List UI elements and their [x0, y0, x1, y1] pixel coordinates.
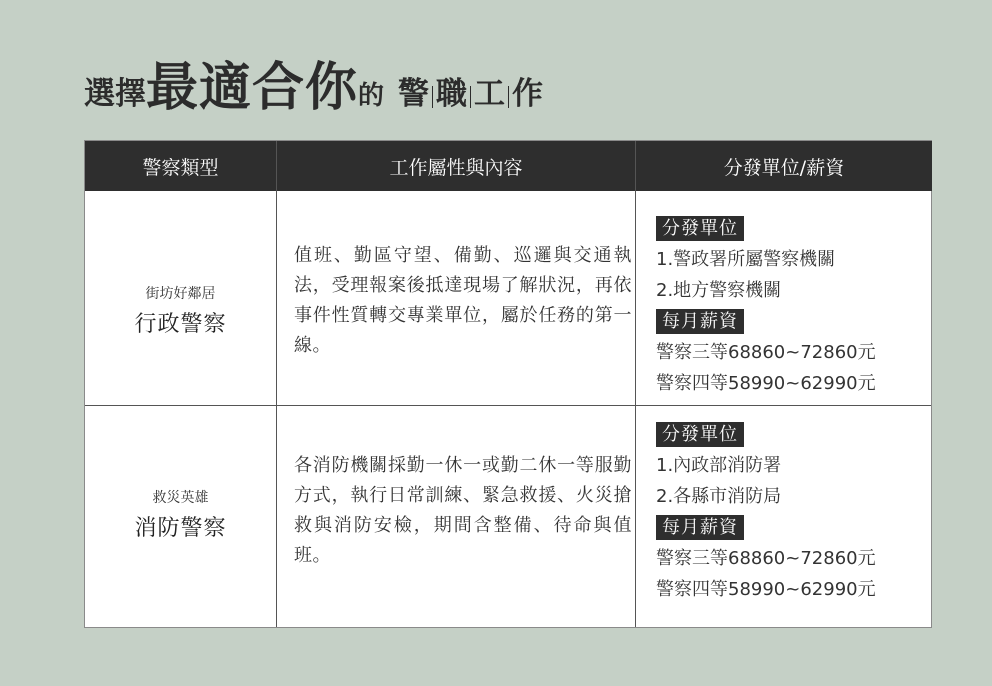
header-police-type: 警察類型 [85, 141, 276, 191]
title-char-1: 警 [398, 76, 430, 112]
title-char-2: 職 [436, 76, 468, 112]
column-divider [276, 141, 277, 627]
title-char-3: 工 [474, 76, 506, 112]
unit-salary-cell [656, 419, 876, 605]
unit-salary-cell [656, 213, 876, 399]
unit-item: 2.各縣市消防局 [656, 486, 782, 507]
title-char-4: 作 [512, 76, 544, 112]
salary-item: 警察三等68860~72860元 [656, 548, 876, 569]
page-title [84, 58, 544, 118]
police-job-table [84, 140, 932, 628]
title-divider [508, 86, 509, 108]
salary-badge: 每月薪資 [656, 515, 744, 540]
units-badge: 分發單位 [656, 422, 744, 447]
job-description: 各消防機關採勤一休一或勤二休一等服勤方式，執行日常訓練、緊急救援、火災搶救與消防安檢，期間含整備、待命與值班。 [294, 455, 632, 566]
salary-item: 警察三等68860~72860元 [656, 342, 876, 363]
type-nickname: 救災英雄 [152, 490, 209, 506]
type-name: 消防警察 [134, 516, 227, 541]
units-badge: 分發單位 [656, 216, 744, 241]
job-description: 值班、勤區守望、備勤、巡邏與交通執法，受理報案後抵達現場了解狀況，再依事件性質轉交專業單位，屬於任務的第一線。 [294, 245, 632, 356]
unit-item: 1.內政部消防署 [656, 455, 782, 476]
unit-item: 1.警政署所屬警察機關 [656, 249, 836, 270]
salary-item: 警察四等58990~62990元 [656, 579, 876, 600]
row-divider [85, 405, 931, 406]
header-job-content: 工作屬性與內容 [277, 141, 635, 191]
type-nickname: 街坊好鄰居 [145, 286, 216, 302]
column-divider [635, 141, 636, 627]
title-part-2: 最適合你 [146, 58, 359, 118]
title-divider [432, 86, 433, 108]
title-part-1: 選擇 [84, 76, 146, 112]
title-divider [470, 86, 471, 108]
unit-item: 2.地方警察機關 [656, 280, 782, 301]
police-type-cell [85, 487, 276, 542]
title-part-3: 的 [358, 81, 385, 111]
salary-badge: 每月薪資 [656, 309, 744, 334]
salary-item: 警察四等58990~62990元 [656, 373, 876, 394]
header-unit-salary: 分發單位/薪資 [636, 141, 932, 191]
police-type-cell [85, 283, 276, 338]
type-name: 行政警察 [134, 312, 227, 337]
